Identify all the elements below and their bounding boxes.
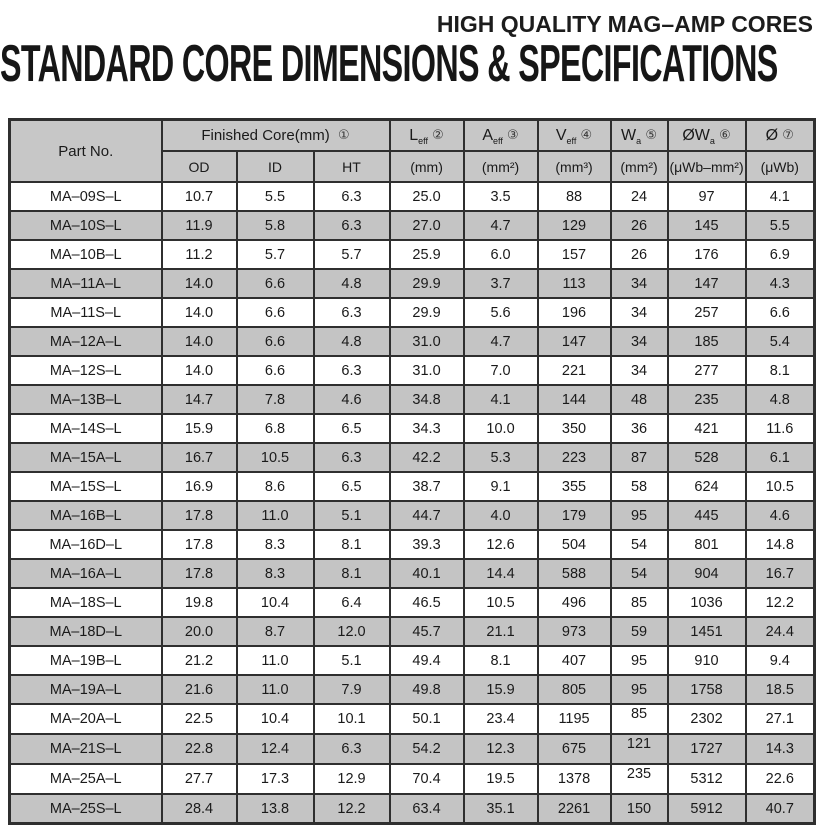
value-cell: 97	[668, 182, 746, 211]
value-cell: 28.4	[162, 794, 237, 824]
value-cell: 6.0	[464, 240, 538, 269]
value-cell: 31.0	[390, 356, 464, 385]
table-row	[10, 559, 815, 588]
value-cell: 26	[611, 211, 668, 240]
value-cell: 221	[538, 356, 611, 385]
table-row	[10, 501, 815, 530]
value-cell: 121	[611, 734, 668, 764]
value-cell: 24.4	[746, 617, 815, 646]
value-cell: 5312	[668, 764, 746, 794]
value-cell: 14.0	[162, 327, 237, 356]
value-cell: 19.5	[464, 764, 538, 794]
value-cell: 12.3	[464, 734, 538, 764]
part-no-cell: MA–16A–L	[10, 559, 162, 588]
value-cell: 7.0	[464, 356, 538, 385]
value-cell: 85	[611, 588, 668, 617]
value-cell: 11.6	[746, 414, 815, 443]
value-cell: 157	[538, 240, 611, 269]
value-cell: 17.8	[162, 501, 237, 530]
value-cell: 421	[668, 414, 746, 443]
value-cell: 6.4	[314, 588, 390, 617]
value-cell: 10.7	[162, 182, 237, 211]
value-cell: 445	[668, 501, 746, 530]
value-cell: 10.0	[464, 414, 538, 443]
value-cell: 42.2	[390, 443, 464, 472]
value-cell: 6.3	[314, 298, 390, 327]
value-cell: 5.6	[464, 298, 538, 327]
value-cell: 4.1	[746, 182, 815, 211]
value-cell: 26	[611, 240, 668, 269]
value-cell: 16.9	[162, 472, 237, 501]
value-cell: 63.4	[390, 794, 464, 824]
col-unit-leff: (mm)	[390, 151, 464, 182]
value-cell: 9.1	[464, 472, 538, 501]
part-no-cell: MA–13B–L	[10, 385, 162, 414]
value-cell: 87	[611, 443, 668, 472]
value-cell: 528	[668, 443, 746, 472]
value-cell: 10.5	[746, 472, 815, 501]
value-cell: 8.6	[237, 472, 314, 501]
value-cell: 5.5	[746, 211, 815, 240]
value-cell: 85	[611, 704, 668, 734]
value-cell: 11.0	[237, 501, 314, 530]
part-no-cell: MA–12A–L	[10, 327, 162, 356]
value-cell: 54	[611, 530, 668, 559]
value-cell: 805	[538, 675, 611, 704]
col-unit-phiwa: (μWb–mm²)	[668, 151, 746, 182]
value-cell: 196	[538, 298, 611, 327]
value-cell: 27.0	[390, 211, 464, 240]
part-no-cell: MA–11S–L	[10, 298, 162, 327]
value-cell: 22.5	[162, 704, 237, 734]
value-cell: 17.8	[162, 530, 237, 559]
value-cell: 11.9	[162, 211, 237, 240]
value-cell: 6.6	[237, 269, 314, 298]
value-cell: 27.7	[162, 764, 237, 794]
part-no-cell: MA–11A–L	[10, 269, 162, 298]
footnote-2-mark: ②	[432, 127, 444, 143]
value-cell: 6.8	[237, 414, 314, 443]
value-cell: 40.7	[746, 794, 815, 824]
table-row	[10, 240, 815, 269]
value-cell: 22.6	[746, 764, 815, 794]
value-cell: 407	[538, 646, 611, 675]
value-cell: 113	[538, 269, 611, 298]
value-cell: 14.3	[746, 734, 815, 764]
value-cell: 8.1	[314, 530, 390, 559]
value-cell: 4.8	[314, 327, 390, 356]
value-cell: 35.1	[464, 794, 538, 824]
value-cell: 11.0	[237, 675, 314, 704]
value-cell: 14.7	[162, 385, 237, 414]
value-cell: 6.1	[746, 443, 815, 472]
value-cell: 4.1	[464, 385, 538, 414]
value-cell: 1036	[668, 588, 746, 617]
value-cell: 14.4	[464, 559, 538, 588]
value-cell: 973	[538, 617, 611, 646]
part-no-cell: MA–18S–L	[10, 588, 162, 617]
value-cell: 88	[538, 182, 611, 211]
page-title: STANDARD CORE DIMENSIONS & SPECIFICATIONS	[0, 39, 778, 91]
col-unit-phi: (μWb)	[746, 151, 815, 182]
value-cell: 5.8	[237, 211, 314, 240]
value-cell: 95	[611, 501, 668, 530]
value-cell: 17.8	[162, 559, 237, 588]
table-row	[10, 211, 815, 240]
value-cell: 12.4	[237, 734, 314, 764]
value-cell: 9.4	[746, 646, 815, 675]
col-header-phiwa: $ØW_a$ ⑥	[668, 120, 746, 152]
value-cell: 1451	[668, 617, 746, 646]
value-cell: 11.2	[162, 240, 237, 269]
footnote-6-mark: ⑥	[719, 127, 731, 143]
value-cell: 6.5	[314, 414, 390, 443]
footnote-7-mark: ⑦	[782, 127, 794, 143]
value-cell: 38.7	[390, 472, 464, 501]
col-header-phi: Ø ⑦	[746, 120, 815, 152]
value-cell: 7.8	[237, 385, 314, 414]
value-cell: 6.3	[314, 734, 390, 764]
value-cell: 5.5	[237, 182, 314, 211]
value-cell: 17.3	[237, 764, 314, 794]
value-cell: 7.9	[314, 675, 390, 704]
spec-table	[8, 118, 816, 825]
value-cell: 14.0	[162, 269, 237, 298]
value-cell: 185	[668, 327, 746, 356]
value-cell: 6.3	[314, 182, 390, 211]
value-cell: 29.9	[390, 269, 464, 298]
value-cell: 150	[611, 794, 668, 824]
table-row	[10, 794, 815, 824]
part-no-cell: MA–10S–L	[10, 211, 162, 240]
part-no-cell: MA–18D–L	[10, 617, 162, 646]
value-cell: 18.5	[746, 675, 815, 704]
value-cell: 22.8	[162, 734, 237, 764]
part-no-cell: MA–25A–L	[10, 764, 162, 794]
value-cell: 27.1	[746, 704, 815, 734]
value-cell: 176	[668, 240, 746, 269]
value-cell: 54	[611, 559, 668, 588]
col-header-aeff: $A_{eff}$ ③	[464, 120, 538, 152]
value-cell: 12.9	[314, 764, 390, 794]
value-cell: 21.1	[464, 617, 538, 646]
value-cell: 624	[668, 472, 746, 501]
value-cell: 350	[538, 414, 611, 443]
table-row	[10, 327, 815, 356]
value-cell: 179	[538, 501, 611, 530]
col-subheader-id: ID	[237, 151, 314, 182]
value-cell: 4.3	[746, 269, 815, 298]
value-cell: 3.5	[464, 182, 538, 211]
value-cell: 145	[668, 211, 746, 240]
value-cell: 21.6	[162, 675, 237, 704]
value-cell: 6.6	[237, 356, 314, 385]
value-cell: 59	[611, 617, 668, 646]
value-cell: 4.8	[746, 385, 815, 414]
value-cell: 147	[538, 327, 611, 356]
value-cell: 1758	[668, 675, 746, 704]
table-row	[10, 298, 815, 327]
table-row	[10, 385, 815, 414]
value-cell: 1195	[538, 704, 611, 734]
value-cell: 5.1	[314, 501, 390, 530]
table-row	[10, 182, 815, 211]
value-cell: 6.6	[237, 327, 314, 356]
table-row	[10, 704, 815, 734]
col-unit-veff: (mm³)	[538, 151, 611, 182]
part-no-cell: MA–21S–L	[10, 734, 162, 764]
value-cell: 4.7	[464, 211, 538, 240]
part-no-cell: MA–12S–L	[10, 356, 162, 385]
value-cell: 12.2	[746, 588, 815, 617]
col-header-veff: $V_{eff}$ ④	[538, 120, 611, 152]
value-cell: 6.9	[746, 240, 815, 269]
table-row	[10, 675, 815, 704]
value-cell: 8.3	[237, 530, 314, 559]
value-cell: 24	[611, 182, 668, 211]
value-cell: 31.0	[390, 327, 464, 356]
value-cell: 40.1	[390, 559, 464, 588]
table-row	[10, 646, 815, 675]
value-cell: 34.8	[390, 385, 464, 414]
value-cell: 129	[538, 211, 611, 240]
value-cell: 29.9	[390, 298, 464, 327]
value-cell: 2302	[668, 704, 746, 734]
value-cell: 257	[668, 298, 746, 327]
value-cell: 496	[538, 588, 611, 617]
value-cell: 5912	[668, 794, 746, 824]
value-cell: 50.1	[390, 704, 464, 734]
value-cell: 1727	[668, 734, 746, 764]
value-cell: 13.8	[237, 794, 314, 824]
value-cell: 95	[611, 675, 668, 704]
value-cell: 235	[668, 385, 746, 414]
value-cell: 6.3	[314, 443, 390, 472]
value-cell: 14.0	[162, 298, 237, 327]
value-cell: 34.3	[390, 414, 464, 443]
value-cell: 8.1	[314, 559, 390, 588]
footnote-1-mark: ①	[338, 128, 350, 143]
finished-core-label: Finished Core(mm)	[201, 127, 330, 144]
part-no-cell: MA–14S–L	[10, 414, 162, 443]
value-cell: 1378	[538, 764, 611, 794]
value-cell: 21.2	[162, 646, 237, 675]
col-header-leff: $L_{eff}$ ②	[390, 120, 464, 152]
value-cell: 4.6	[746, 501, 815, 530]
value-cell: 23.4	[464, 704, 538, 734]
part-no-cell: MA–16D–L	[10, 530, 162, 559]
value-cell: 801	[668, 530, 746, 559]
table-row	[10, 414, 815, 443]
value-cell: 49.4	[390, 646, 464, 675]
col-subheader-od: OD	[162, 151, 237, 182]
value-cell: 3.7	[464, 269, 538, 298]
part-no-cell: MA–15A–L	[10, 443, 162, 472]
value-cell: 25.0	[390, 182, 464, 211]
value-cell: 6.3	[314, 356, 390, 385]
table-row	[10, 734, 815, 764]
value-cell: 4.0	[464, 501, 538, 530]
value-cell: 588	[538, 559, 611, 588]
value-cell: 904	[668, 559, 746, 588]
table-row	[10, 269, 815, 298]
value-cell: 45.7	[390, 617, 464, 646]
value-cell: 235	[611, 764, 668, 794]
value-cell: 20.0	[162, 617, 237, 646]
value-cell: 54.2	[390, 734, 464, 764]
value-cell: 147	[668, 269, 746, 298]
col-header-finished-core	[162, 120, 390, 152]
part-no-cell: MA–09S–L	[10, 182, 162, 211]
value-cell: 10.5	[237, 443, 314, 472]
value-cell: 144	[538, 385, 611, 414]
value-cell: 34	[611, 269, 668, 298]
value-cell: 34	[611, 327, 668, 356]
part-no-cell: MA–19B–L	[10, 646, 162, 675]
part-no-cell: MA–19A–L	[10, 675, 162, 704]
datasheet-page	[0, 11, 821, 835]
value-cell: 12.2	[314, 794, 390, 824]
value-cell: 6.6	[746, 298, 815, 327]
part-no-cell: MA–25S–L	[10, 794, 162, 824]
value-cell: 675	[538, 734, 611, 764]
value-cell: 39.3	[390, 530, 464, 559]
value-cell: 5.4	[746, 327, 815, 356]
part-no-cell: MA–15S–L	[10, 472, 162, 501]
value-cell: 15.9	[464, 675, 538, 704]
table-row	[10, 356, 815, 385]
part-no-cell: MA–10B–L	[10, 240, 162, 269]
col-subheader-ht: HT	[314, 151, 390, 182]
value-cell: 5.1	[314, 646, 390, 675]
footnote-4-mark: ④	[580, 127, 593, 143]
footnote-3-mark: ③	[507, 127, 519, 143]
part-no-cell: MA–20A–L	[10, 704, 162, 734]
value-cell: 34	[611, 298, 668, 327]
value-cell: 95	[611, 646, 668, 675]
value-cell: 36	[611, 414, 668, 443]
value-cell: 16.7	[162, 443, 237, 472]
table-row	[10, 472, 815, 501]
value-cell: 504	[538, 530, 611, 559]
value-cell: 70.4	[390, 764, 464, 794]
value-cell: 2261	[538, 794, 611, 824]
value-cell: 223	[538, 443, 611, 472]
value-cell: 10.5	[464, 588, 538, 617]
value-cell: 14.8	[746, 530, 815, 559]
value-cell: 11.0	[237, 646, 314, 675]
value-cell: 5.3	[464, 443, 538, 472]
table-body	[10, 182, 815, 824]
value-cell: 6.6	[237, 298, 314, 327]
value-cell: 14.0	[162, 356, 237, 385]
page-title-wrap	[0, 39, 821, 91]
value-cell: 15.9	[162, 414, 237, 443]
page-subtitle: HIGH QUALITY MAG–AMP CORES	[436, 11, 813, 37]
value-cell: 12.6	[464, 530, 538, 559]
value-cell: 12.0	[314, 617, 390, 646]
value-cell: 6.3	[314, 211, 390, 240]
value-cell: 19.8	[162, 588, 237, 617]
value-cell: 5.7	[237, 240, 314, 269]
header-row-main	[10, 120, 815, 152]
value-cell: 910	[668, 646, 746, 675]
value-cell: 44.7	[390, 501, 464, 530]
value-cell: 4.7	[464, 327, 538, 356]
value-cell: 10.1	[314, 704, 390, 734]
col-unit-aeff: (mm²)	[464, 151, 538, 182]
value-cell: 25.9	[390, 240, 464, 269]
value-cell: 16.7	[746, 559, 815, 588]
col-unit-wa: (mm²)	[611, 151, 668, 182]
value-cell: 5.7	[314, 240, 390, 269]
table-row	[10, 443, 815, 472]
value-cell: 10.4	[237, 588, 314, 617]
value-cell: 34	[611, 356, 668, 385]
value-cell: 48	[611, 385, 668, 414]
table-row	[10, 588, 815, 617]
table-row	[10, 617, 815, 646]
footnote-5-mark: ⑤	[645, 127, 657, 143]
value-cell: 4.6	[314, 385, 390, 414]
value-cell: 8.1	[464, 646, 538, 675]
part-no-cell: MA–16B–L	[10, 501, 162, 530]
value-cell: 355	[538, 472, 611, 501]
value-cell: 46.5	[390, 588, 464, 617]
col-header-wa: $W_a$ ⑤	[611, 120, 668, 152]
value-cell: 58	[611, 472, 668, 501]
value-cell: 8.7	[237, 617, 314, 646]
table-row	[10, 764, 815, 794]
value-cell: 8.1	[746, 356, 815, 385]
table-row	[10, 530, 815, 559]
value-cell: 4.8	[314, 269, 390, 298]
value-cell: 49.8	[390, 675, 464, 704]
value-cell: 8.3	[237, 559, 314, 588]
col-header-part-no: Part No.	[10, 120, 162, 183]
value-cell: 10.4	[237, 704, 314, 734]
value-cell: 6.5	[314, 472, 390, 501]
value-cell: 277	[668, 356, 746, 385]
